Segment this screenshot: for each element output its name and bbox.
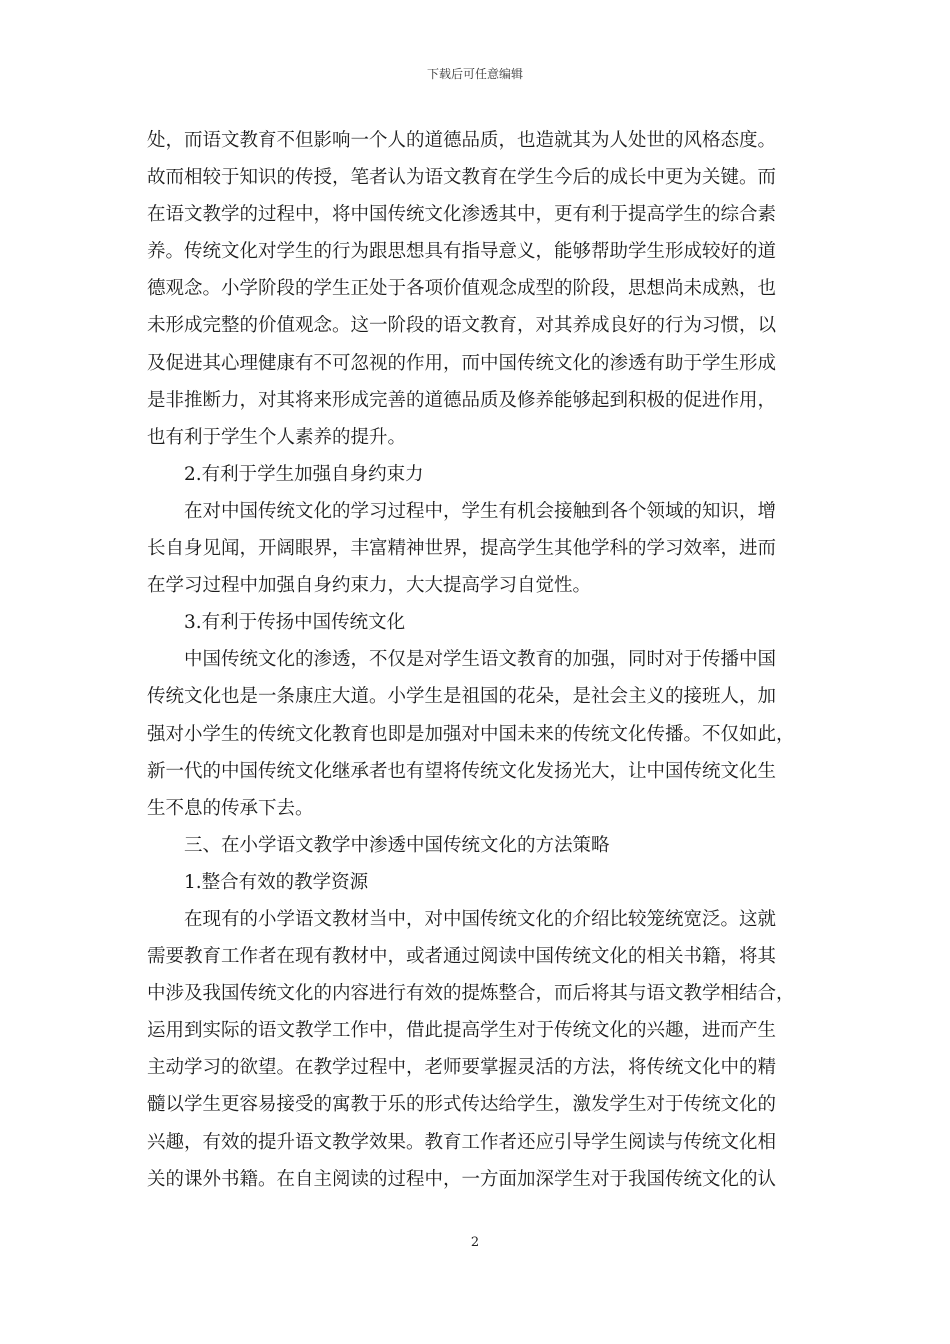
body-line: 及促进其心理健康有不可忽视的作用，而中国传统文化的渗透有助于学生形成 <box>147 352 777 374</box>
body-line: 中国传统文化的渗透，不仅是对学生语文教育的加强，同时对于传播中国 <box>184 649 777 671</box>
section-heading: 2.有利于学生加强自身约束力 <box>184 463 424 485</box>
body-line: 在现有的小学语文教材当中，对中国传统文化的介绍比较笼统宽泛。这就 <box>184 908 777 930</box>
body-line: 生不息的传承下去。 <box>147 797 314 819</box>
body-line: 也有利于学生个人素养的提升。 <box>147 426 407 448</box>
body-line: 在语文教学的过程中，将中国传统文化渗透其中，更有利于提高学生的综合素 <box>147 204 777 226</box>
body-line: 处，而语文教育不但影响一个人的道德品质，也造就其为人处世的风格态度。 <box>147 130 777 151</box>
body-line: 新一代的中国传统文化继承者也有望将传统文化发扬光大，让中国传统文化生 <box>147 760 777 782</box>
body-line: 德观念。小学阶段的学生正处于各项价值观念成型的阶段，思想尚未成熟，也 <box>147 278 777 300</box>
body-line: 髓以学生更容易接受的寓教于乐的形式传达给学生，激发学生对于传统文化的 <box>147 1094 777 1116</box>
body-line: 在对中国传统文化的学习过程中，学生有机会接触到各个领域的知识，增 <box>184 500 777 522</box>
body-line: 传统文化也是一条康庄大道。小学生是祖国的花朵，是社会主义的接班人，加 <box>147 686 777 708</box>
body-line: 养。传统文化对学生的行为跟思想具有指导意义，能够帮助学生形成较好的道 <box>147 241 777 263</box>
body-line: 主动学习的欲望。在教学过程中，老师要掌握灵活的方法，将传统文化中的精 <box>147 1057 777 1079</box>
section-heading: 1.整合有效的教学资源 <box>184 871 369 893</box>
body-line: 需要教育工作者在现有教材中，或者通过阅读中国传统文化的相关书籍，将其 <box>147 946 777 968</box>
body-line: 未形成完整的价值观念。这一阶段的语文教育，对其养成良好的行为习惯，以 <box>147 315 777 337</box>
section-heading: 3.有利于传扬中国传统文化 <box>184 612 406 634</box>
page-header: 下载后可任意编辑 <box>426 67 523 81</box>
body-line: 在学习过程中加强自身约束力，大大提高学习自觉性。 <box>147 575 592 597</box>
body-line: 是非推断力，对其将来形成完善的道德品质及修养能够起到积极的促进作用， <box>147 389 777 411</box>
page-number: 2 <box>470 1235 480 1250</box>
chapter-heading: 三、在小学语文教学中渗透中国传统文化的方法策略 <box>184 834 610 856</box>
body-line: 长自身见闻，开阔眼界，丰富精神世界，提高学生其他学科的学习效率，进而 <box>147 538 777 560</box>
body-line: 关的课外书籍。在自主阅读的过程中，一方面加深学生对于我国传统文化的认 <box>147 1168 777 1190</box>
body-line: 强对小学生的传统文化教育也即是加强对中国未来的传统文化传播。不仅如此， <box>147 723 795 745</box>
body-line: 故而相较于知识的传授，笔者认为语文教育在学生今后的成长中更为关键。而 <box>147 167 777 189</box>
body-line: 兴趣，有效的提升语文教学效果。教育工作者还应引导学生阅读与传统文化相 <box>147 1131 777 1153</box>
document-body <box>147 122 807 1198</box>
body-line: 中涉及我国传统文化的内容进行有效的提炼整合，而后将其与语文教学相结合， <box>147 983 795 1005</box>
body-line: 运用到实际的语文教学工作中，借此提高学生对于传统文化的兴趣，进而产生 <box>147 1020 777 1042</box>
